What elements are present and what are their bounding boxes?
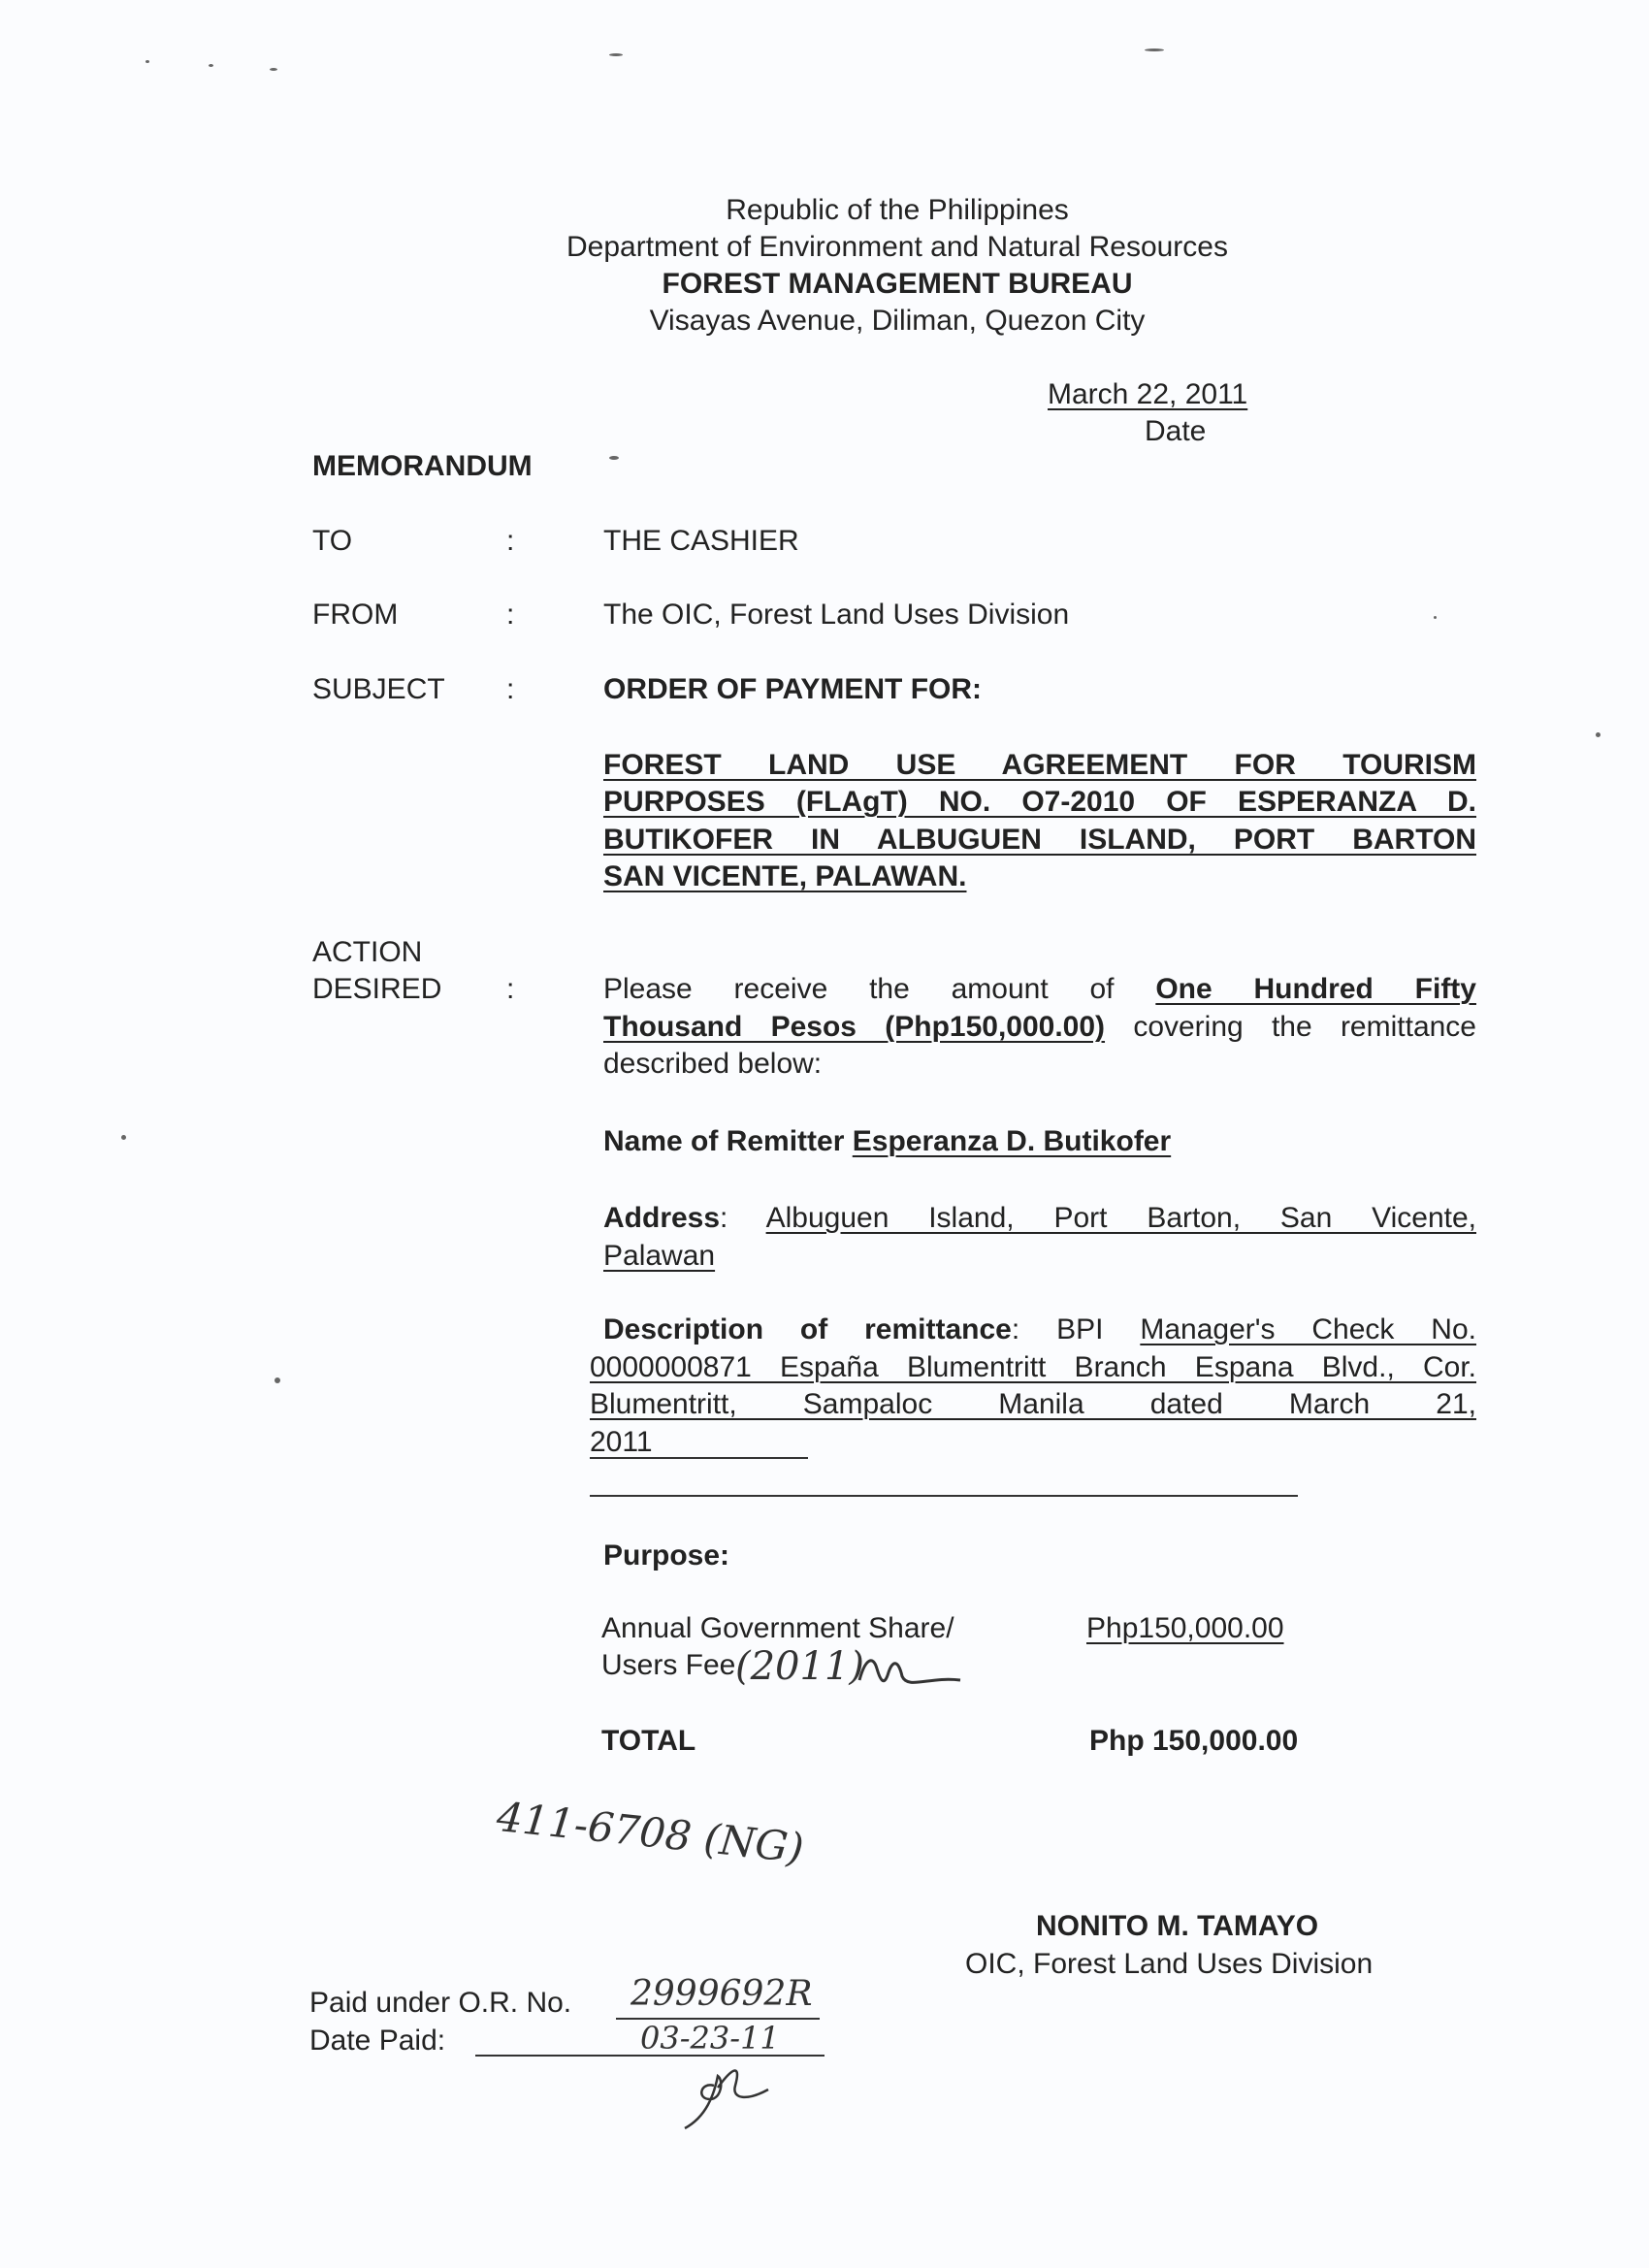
to-colon: : bbox=[506, 525, 515, 557]
handwritten-date-paid: 03-23-11 bbox=[640, 2020, 780, 2057]
from-label: FROM bbox=[312, 599, 399, 631]
action-line-3: described below: bbox=[603, 1048, 823, 1080]
handwritten-or-number: 2999692R bbox=[630, 1974, 813, 2014]
address-label: Address bbox=[603, 1202, 721, 1234]
scan-speck bbox=[121, 1135, 126, 1140]
signatory-title: OIC, Forest Land Uses Division bbox=[965, 1948, 1374, 1980]
scan-speck bbox=[609, 456, 619, 460]
handwritten-year: (2011) bbox=[735, 1644, 865, 1689]
scan-speck bbox=[1434, 616, 1437, 619]
address-line-2: Palawan bbox=[603, 1240, 716, 1272]
bank-name: BPI bbox=[1056, 1313, 1104, 1345]
action-text: Please receive the amount of bbox=[603, 973, 1115, 1005]
scan-speck bbox=[1145, 49, 1164, 51]
signatory-name: NONITO M. TAMAYO bbox=[1036, 1910, 1319, 1942]
address-value: Albuguen Island, Port Barton, San Vicente, bbox=[765, 1202, 1476, 1234]
republic-line: Republic of the Philippines bbox=[726, 194, 1069, 226]
memo-title: MEMORANDUM bbox=[312, 450, 533, 482]
handwritten-account-code: 411-6708 (NG) bbox=[494, 1793, 806, 1872]
description-line-4: 2011 bbox=[590, 1426, 653, 1458]
scan-speck bbox=[270, 68, 277, 71]
blank-rule bbox=[590, 1495, 1298, 1497]
amount-in-words-cont: Thousand Pesos (Php150,000.00) bbox=[603, 1011, 1106, 1043]
subject-detail-line: FOREST LAND USE AGREEMENT FOR TOURISM bbox=[603, 749, 1476, 781]
subject-detail-line: BUTIKOFER IN ALBUGUEN ISLAND, PORT BARTON bbox=[603, 824, 1476, 856]
scan-speck bbox=[1596, 732, 1600, 737]
to-label: TO bbox=[312, 525, 353, 557]
total-amount: Php 150,000.00 bbox=[1089, 1725, 1299, 1757]
description-line-2: 0000000871 España Blumentritt Branch Espana Blvd., Cor. bbox=[590, 1351, 1476, 1383]
description-line-1 bbox=[603, 1312, 1476, 1349]
to-value: THE CASHIER bbox=[603, 525, 799, 557]
scan-speck bbox=[609, 53, 623, 56]
handwritten-signature bbox=[679, 2057, 776, 2134]
from-colon: : bbox=[506, 599, 515, 631]
scan-speck bbox=[209, 64, 213, 67]
action-colon: : bbox=[506, 973, 515, 1005]
handwritten-initials bbox=[852, 1647, 968, 1696]
total-label: TOTAL bbox=[601, 1725, 696, 1757]
desired-label: DESIRED bbox=[312, 973, 442, 1005]
remitter-name: Esperanza D. Butikofer bbox=[852, 1125, 1172, 1157]
remitter-label: Name of Remitter bbox=[603, 1125, 845, 1157]
date-label: Date bbox=[1145, 415, 1207, 447]
bureau-address-line: Visayas Avenue, Diliman, Quezon City bbox=[649, 305, 1146, 337]
subject-label: SUBJECT bbox=[312, 673, 445, 705]
bureau-line: FOREST MANAGEMENT BUREAU bbox=[662, 268, 1133, 300]
subject-colon: : bbox=[506, 673, 515, 705]
remitter-row bbox=[603, 1123, 1171, 1160]
scan-speck bbox=[146, 60, 149, 63]
purpose-label: Purpose: bbox=[603, 1539, 730, 1571]
or-label: Paid under O.R. No. bbox=[309, 1987, 572, 2019]
subject-value: ORDER OF PAYMENT FOR: bbox=[603, 673, 983, 705]
purpose-item-line-2: Users Fee bbox=[601, 1649, 736, 1681]
description-label: Description of remittance bbox=[603, 1313, 1012, 1345]
action-text-cont: covering the remittance bbox=[1133, 1011, 1476, 1043]
subject-detail-line: PURPOSES (FLAgT) NO. O7-2010 OF ESPERANZA D. bbox=[603, 786, 1476, 818]
department-line: Department of Environment and Natural Resources bbox=[566, 231, 1228, 263]
subject-detail-line: SAN VICENTE, PALAWAN. bbox=[603, 860, 967, 892]
purpose-item-line-1: Annual Government Share/ bbox=[601, 1612, 954, 1644]
action-line-1 bbox=[603, 971, 1476, 1009]
date-paid-label: Date Paid: bbox=[309, 2025, 446, 2057]
description-line-3: Blumentritt, Sampaloc Manila dated March 21, bbox=[590, 1388, 1476, 1420]
memo-date: March 22, 2011 bbox=[1048, 378, 1248, 410]
address-label-wrap: Address: bbox=[603, 1202, 728, 1234]
scan-speck bbox=[275, 1377, 280, 1383]
from-value: The OIC, Forest Land Uses Division bbox=[603, 599, 1070, 631]
purpose-item-amount: Php150,000.00 bbox=[1086, 1612, 1284, 1644]
description-underline bbox=[590, 1457, 808, 1459]
amount-in-words: One Hundred Fifty bbox=[1155, 973, 1476, 1005]
address-line-1 bbox=[603, 1200, 1476, 1238]
action-label: ACTION bbox=[312, 936, 423, 968]
action-line-2 bbox=[603, 1009, 1476, 1047]
description-label-wrap: Description of remittance: bbox=[603, 1313, 1020, 1345]
check-text: Manager's Check No. bbox=[1140, 1313, 1476, 1345]
